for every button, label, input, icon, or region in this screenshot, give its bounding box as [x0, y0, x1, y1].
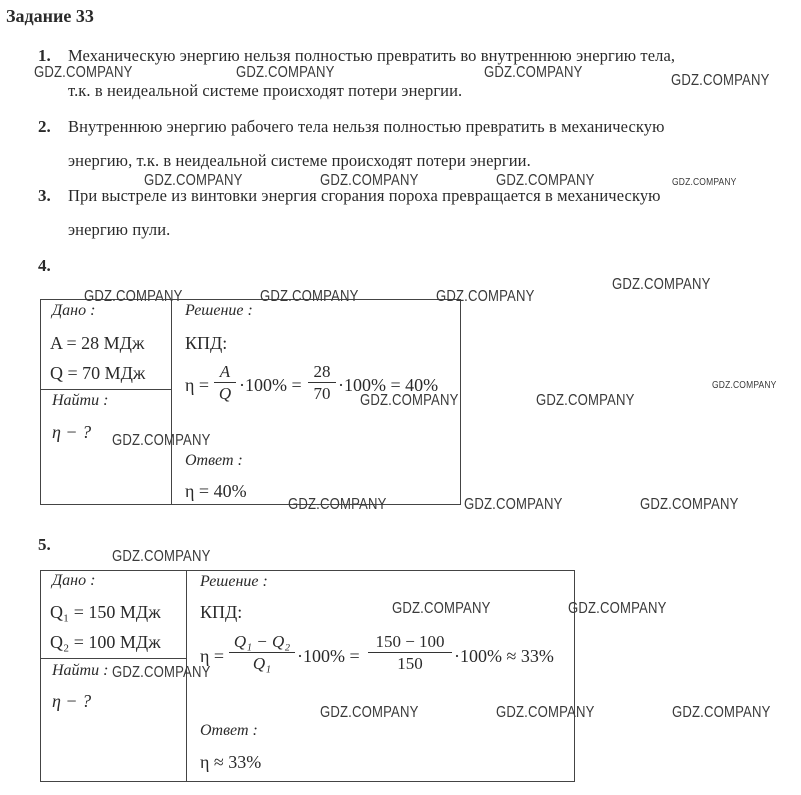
formula-result: ·100% = 40% [338, 375, 439, 395]
formula-fraction [229, 632, 295, 675]
problem-number: 5. [38, 535, 51, 554]
answer-value: η = 40% [185, 481, 247, 501]
item-text-line: При выстреле из винтовки энергия сгорания пороха превращается в механическую [68, 186, 661, 205]
answer-label: Ответ : [185, 452, 243, 469]
item-text-line: т.к. в неидеальной системе происходят потери энергии. [68, 81, 463, 100]
watermark: GDZ.COMPANY [360, 392, 459, 409]
solution-label: Решение : [185, 302, 253, 319]
item-number: 2. [38, 117, 51, 136]
watermark: GDZ.COMPANY [640, 496, 739, 513]
answer-value: η ≈ 33% [200, 752, 262, 772]
watermark: GDZ.COMPANY [84, 288, 183, 305]
item-text-line: энергию пули. [68, 220, 171, 239]
formula-eta: η = [185, 375, 210, 395]
fraction-denominator: 70 [313, 384, 331, 403]
fraction-denominator: 150 [397, 654, 423, 673]
watermark: GDZ.COMPANY [464, 496, 563, 513]
kpd-label: КПД: [185, 333, 228, 353]
watermark: GDZ.COMPANY [288, 496, 387, 513]
fraction-numerator: 150 − 100 [375, 632, 445, 651]
given-label: Дано : [52, 302, 96, 319]
watermark: GDZ.COMPANY [436, 288, 535, 305]
formula-middle: ·100% = [239, 375, 302, 395]
item-text-line: Механическую энергию нельзя полностью превратить во внутреннюю энергию тела, [68, 46, 676, 65]
formula-result: ·100% ≈ 33% [454, 646, 554, 666]
fraction-denominator: Q [218, 384, 232, 403]
answer-label: Ответ : [200, 722, 258, 739]
watermark: GDZ.COMPANY [484, 64, 583, 81]
fraction-numerator: A [219, 362, 231, 381]
formula-fraction [368, 632, 452, 675]
given-value: Q₁ = 150 МДж [50, 602, 161, 622]
watermark: GDZ.COMPANY [612, 276, 711, 293]
find-label: Найти : [52, 662, 109, 679]
watermark: GDZ.COMPANY [671, 72, 770, 89]
table-divider [40, 389, 172, 390]
watermark: GDZ.COMPANY [496, 704, 595, 721]
formula-fraction [214, 362, 236, 405]
given-label: Дано : [52, 572, 96, 589]
watermark: GDZ.COMPANY [320, 704, 419, 721]
table-divider [40, 658, 187, 659]
watermark: GDZ.COMPANY [712, 380, 777, 391]
page-title: Задание 33 [6, 6, 94, 26]
find-value: η − ? [52, 691, 92, 711]
formula-fraction [308, 362, 336, 405]
watermark: GDZ.COMPANY [672, 704, 771, 721]
find-value: η − ? [52, 422, 92, 442]
watermark: GDZ.COMPANY [260, 288, 359, 305]
formula-middle: ·100% = [297, 646, 360, 666]
watermark: GDZ.COMPANY [112, 548, 211, 565]
watermark: GDZ.COMPANY [392, 600, 491, 617]
watermark: GDZ.COMPANY [568, 600, 667, 617]
item-number: 1. [38, 46, 51, 65]
watermark: GDZ.COMPANY [112, 432, 211, 449]
given-value: A = 28 МДж [50, 333, 145, 353]
fraction-numerator: 28 [313, 362, 331, 381]
table-divider [171, 299, 172, 505]
watermark: GDZ.COMPANY [144, 172, 243, 189]
solution-label: Решение : [200, 573, 268, 590]
item-text-line: Внутреннюю энергию рабочего тела нельзя полностью превратить в механическую [68, 117, 665, 136]
watermark: GDZ.COMPANY [672, 177, 737, 188]
watermark: GDZ.COMPANY [320, 172, 419, 189]
watermark: GDZ.COMPANY [236, 64, 335, 81]
item-text-line: энергию, т.к. в неидеальной системе происходят потери энергии. [68, 151, 531, 170]
fraction-denominator: Q₁ [252, 654, 272, 673]
given-value: Q = 70 МДж [50, 363, 146, 383]
formula-eta: η = [200, 646, 225, 666]
find-label: Найти : [52, 392, 109, 409]
watermark: GDZ.COMPANY [112, 664, 211, 681]
problem-number: 4. [38, 256, 51, 275]
watermark: GDZ.COMPANY [536, 392, 635, 409]
kpd-label: КПД: [200, 602, 243, 622]
watermark: GDZ.COMPANY [496, 172, 595, 189]
given-value: Q₂ = 100 МДж [50, 632, 161, 652]
watermark: GDZ.COMPANY [34, 64, 133, 81]
fraction-numerator: Q₁ − Q₂ [233, 632, 291, 651]
item-number: 3. [38, 186, 51, 205]
